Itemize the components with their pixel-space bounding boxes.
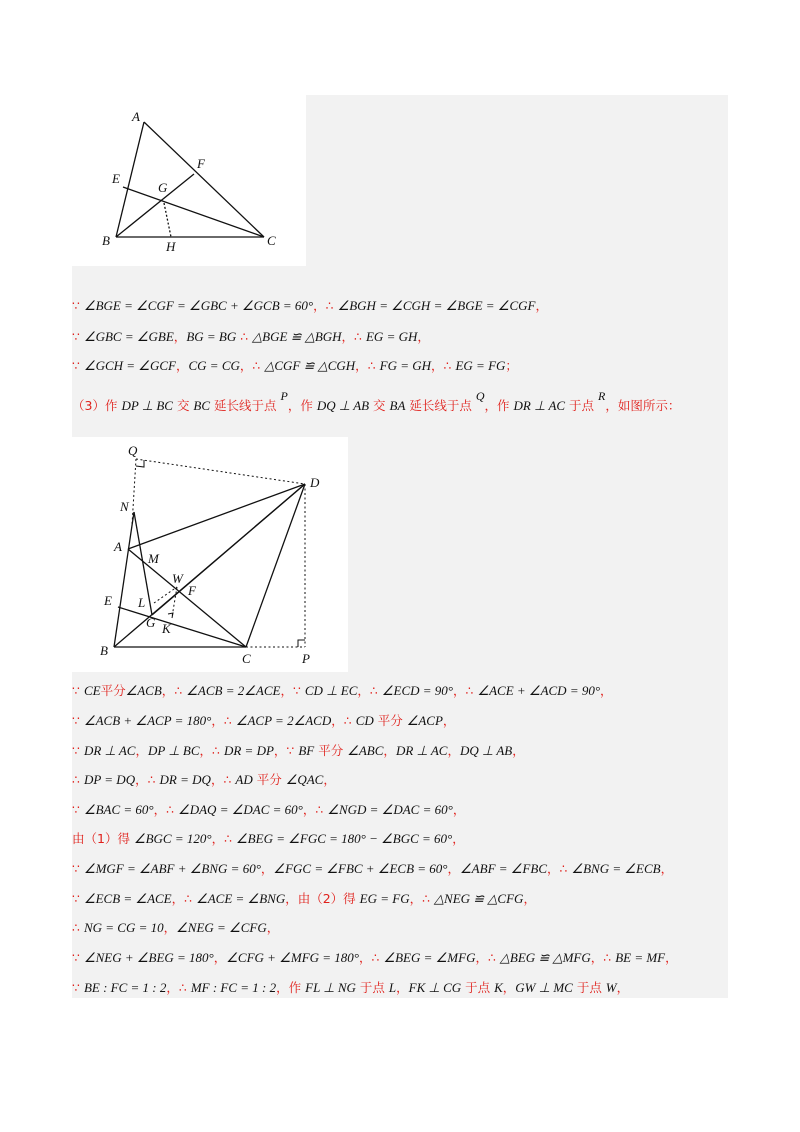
connector-text: ， xyxy=(239,358,253,373)
connector-text: ∴ xyxy=(184,891,197,906)
connector-text: ， xyxy=(665,950,678,965)
math-expression: ∠GBC = ∠GBE xyxy=(83,329,174,344)
right-angle-q xyxy=(136,460,144,467)
connector-text: ， xyxy=(359,950,372,965)
connector-text: ∵ xyxy=(292,683,305,698)
label-f: F xyxy=(197,156,205,171)
connector-text: ∵ xyxy=(286,743,299,758)
math-expression: CE xyxy=(83,683,101,698)
math-expression: ∠ACP xyxy=(406,713,443,728)
connector-text: ， xyxy=(447,743,460,758)
label-k: K xyxy=(162,621,171,636)
segment-gh xyxy=(164,203,171,237)
label-h: H xyxy=(166,239,176,254)
math-expression: ∠DAQ = ∠DAC = 60° xyxy=(178,802,303,817)
math-expression: ∠GCH = ∠GCF xyxy=(83,358,176,373)
connector-text: ∴ xyxy=(559,861,572,876)
connector-text: ，作 xyxy=(484,398,514,413)
segment-qd xyxy=(136,459,305,484)
connector-text: ，作 xyxy=(276,980,306,995)
connector-text: 于点 xyxy=(565,398,599,413)
label-a: A xyxy=(132,109,140,124)
math-expression: EG = FG xyxy=(455,358,506,373)
math-expression: ∠CFG + ∠MFG = 180° xyxy=(226,950,359,965)
math-expression: AD xyxy=(235,772,253,787)
math-expression: DP ⊥ BC xyxy=(147,743,200,758)
segment-ce xyxy=(123,187,264,237)
math-expression: CD ⊥ EC xyxy=(304,683,358,698)
connector-text: ， xyxy=(161,683,175,698)
connector-text: ，如图所示： xyxy=(605,398,681,413)
connector-text: ∴ xyxy=(178,980,191,995)
connector-text: ， xyxy=(153,802,167,817)
connector-text: ∴ xyxy=(147,772,160,787)
connector-text: ， xyxy=(323,772,336,787)
connector-text: ∴ xyxy=(223,713,236,728)
connector-text: ， xyxy=(447,861,461,876)
connector-text: ， xyxy=(512,743,525,758)
math-expression: EG = GH xyxy=(365,329,418,344)
math-expression: EG = FG xyxy=(359,891,410,906)
math-expression: △BEG ≌ △MFG xyxy=(499,950,591,965)
connector-text: ， xyxy=(135,772,148,787)
math-expression: DR = DP xyxy=(223,743,274,758)
connector-text: 由（1）得 xyxy=(72,831,134,846)
connector-text: 延长线于点 xyxy=(405,398,476,413)
segment-lf xyxy=(154,587,177,603)
connector-text: ， xyxy=(175,358,189,373)
connector-text: ∵ xyxy=(72,802,84,817)
math-expression: ∠ACP = 2∠ACD xyxy=(235,713,332,728)
label-p: P xyxy=(302,651,310,666)
connector-text: ， xyxy=(199,743,213,758)
math-expression: BE : FC = 1 : 2 xyxy=(83,980,167,995)
connector-text: ， xyxy=(331,713,344,728)
math-expression: ∠BEG = ∠FGC = 180° − ∠BGC = 60° xyxy=(236,831,453,846)
connector-text: ， xyxy=(452,683,466,698)
connector-text: ， xyxy=(535,298,548,313)
connector-text: （3）作 xyxy=(72,398,122,413)
math-expression: L xyxy=(388,980,397,995)
segment-ac xyxy=(128,549,246,647)
label-g: G xyxy=(146,615,156,630)
label-e: E xyxy=(104,593,112,608)
connector-text: ， xyxy=(616,980,630,995)
proof-line xyxy=(72,889,728,909)
connector-text: ∴ xyxy=(224,831,237,846)
connector-text: ， xyxy=(313,298,326,313)
connector-text: ， xyxy=(523,891,536,906)
label-f: F xyxy=(188,583,196,598)
connector-text: ，作 xyxy=(287,398,317,413)
segment-gd xyxy=(152,484,305,615)
math-expression: ∠NGD = ∠DAC = 60° xyxy=(327,802,453,817)
connector-text: ， xyxy=(210,772,224,787)
connector-text: ， xyxy=(452,831,465,846)
connector-text: ∴ xyxy=(166,802,179,817)
connector-text: ， xyxy=(171,891,185,906)
proof-line xyxy=(72,829,728,849)
proof-line xyxy=(72,681,728,701)
label-n: N xyxy=(120,499,129,514)
proof-line xyxy=(72,978,728,998)
connector-text: ， xyxy=(547,861,560,876)
math-expression: ∠BNG = ∠ECB xyxy=(571,861,661,876)
label-b: B xyxy=(102,233,110,248)
math-expression: CG = CG xyxy=(188,358,240,373)
math-expression: ∠BAC = 60° xyxy=(83,802,154,817)
connector-text: ， xyxy=(396,980,409,995)
math-expression: ∠NEG + ∠BEG = 180° xyxy=(83,950,214,965)
quadrilateral-figure-2 xyxy=(72,437,348,672)
math-expression: ∠ECD = 90° xyxy=(381,683,453,698)
connector-text: ， xyxy=(357,683,370,698)
connector-text: ∵ xyxy=(72,713,84,728)
connector-text: ， xyxy=(166,980,179,995)
figure-1-svg xyxy=(72,95,306,266)
connector-text: ，由（2）得 xyxy=(285,891,360,906)
math-expression: ∠BGE = ∠CGF = ∠GBC + ∠GCB = 60° xyxy=(83,298,314,313)
proof-line xyxy=(72,859,728,879)
connector-text: 交 xyxy=(172,398,194,413)
math-expression: ∠BEG = ∠MFG xyxy=(383,950,476,965)
math-expression: ∠FGC = ∠FBC + ∠ECB = 60° xyxy=(273,861,448,876)
connector-text: ， xyxy=(383,743,396,758)
connector-text: ∵ xyxy=(72,298,84,313)
math-expression: ∠ABF = ∠FBC xyxy=(460,861,547,876)
connector-text: 于点 xyxy=(355,980,389,995)
proof-line xyxy=(72,918,728,938)
proof-line xyxy=(72,948,728,968)
triangle-figure-1 xyxy=(72,95,306,266)
math-expression: BG = BG xyxy=(186,329,237,344)
connector-text: 交 xyxy=(369,398,390,413)
connector-text: ， xyxy=(417,329,430,344)
connector-text: ， xyxy=(266,920,280,935)
math-expression: DR ⊥ AC xyxy=(83,743,136,758)
right-angle-p xyxy=(298,640,305,647)
connector-text: 平分 xyxy=(373,713,407,728)
math-expression: ∠BGH = ∠CGH = ∠BGE = ∠CGF xyxy=(337,298,536,313)
proof-line xyxy=(72,296,728,316)
connector-text: ∴ xyxy=(325,298,338,313)
connector-text: ， xyxy=(211,713,224,728)
connector-text: ， xyxy=(442,713,456,728)
math-expression: BA xyxy=(389,398,406,413)
connector-text: ， xyxy=(213,950,227,965)
connector-text: ， xyxy=(135,743,148,758)
label-b: B xyxy=(100,643,108,658)
segment-ad xyxy=(128,484,305,549)
math-expression: W xyxy=(605,980,617,995)
figure-2-svg xyxy=(72,437,348,672)
math-expression: DQ ⊥ AB xyxy=(316,398,370,413)
math-expression: NG = CG = 10 xyxy=(83,920,164,935)
label-c: C xyxy=(267,233,276,248)
math-expression: BF xyxy=(298,743,315,758)
segment-bf xyxy=(116,174,194,237)
label-w: W xyxy=(172,571,183,586)
connector-text: ∴ xyxy=(369,683,382,698)
math-expression: GW ⊥ MC xyxy=(515,980,573,995)
connector-text: 延长线于点 xyxy=(210,398,281,413)
math-expression: ∠BGC = 120° xyxy=(133,831,212,846)
math-expression: ∠ACB + ∠ACP = 180° xyxy=(83,713,212,728)
connector-text: ∴ xyxy=(236,329,253,344)
math-expression: △NEG ≌ △CFG xyxy=(434,891,524,906)
connector-text: ， xyxy=(431,358,444,373)
connector-text: ∵ xyxy=(72,861,84,876)
point-label: Q xyxy=(475,389,485,403)
connector-text: ， xyxy=(355,358,368,373)
label-d: D xyxy=(310,475,320,490)
connector-text: ， xyxy=(452,802,466,817)
math-expression: ∠MGF = ∠ABF + ∠BNG = 60° xyxy=(83,861,261,876)
connector-text: ∴ xyxy=(174,683,187,698)
connector-text: ∵ xyxy=(72,950,84,965)
math-expression: △BGE ≌ △BGH xyxy=(252,329,342,344)
math-expression: DP ⊥ BC xyxy=(121,398,173,413)
connector-text: 平分 xyxy=(314,743,348,758)
connector-text: ∴ xyxy=(422,891,435,906)
connector-text: ∴ xyxy=(487,950,500,965)
connector-text: ∵ xyxy=(72,743,84,758)
proof-line xyxy=(72,770,728,790)
math-expression: FL ⊥ NG xyxy=(305,980,356,995)
connector-text: ∴ xyxy=(371,950,384,965)
math-expression: △CGF ≌ △CGH xyxy=(264,358,356,373)
connector-text: 于点 xyxy=(461,980,495,995)
proof-line xyxy=(72,327,728,347)
connector-text: ∴ xyxy=(443,358,456,373)
connector-text: ∴ xyxy=(603,950,616,965)
connector-text: ， xyxy=(341,329,355,344)
segment-ab xyxy=(116,122,144,237)
proof-line xyxy=(72,741,728,761)
connector-text: ∵ xyxy=(72,891,84,906)
math-expression: ∠ACE = ∠BNG xyxy=(196,891,286,906)
connector-text: ， xyxy=(502,980,516,995)
math-expression: BE = MF xyxy=(615,950,666,965)
proof-line xyxy=(72,711,728,731)
connector-text: ∴ xyxy=(343,713,356,728)
label-e: E xyxy=(112,171,120,186)
connector-text: ∵ xyxy=(72,980,84,995)
math-expression: BC xyxy=(193,398,211,413)
connector-text: ∵ xyxy=(72,683,84,698)
math-expression: ∠ACE + ∠ACD = 90° xyxy=(477,683,601,698)
label-a: A xyxy=(114,539,122,554)
connector-text: ∴ xyxy=(354,329,366,344)
connector-text: ∴ xyxy=(223,772,236,787)
math-expression: DR ⊥ AC xyxy=(395,743,448,758)
connector-text: ， xyxy=(600,683,613,698)
connector-text: ∵ xyxy=(72,329,84,344)
connector-text: ， xyxy=(590,950,604,965)
label-q: Q xyxy=(128,443,138,458)
math-expression: ∠QAC xyxy=(285,772,324,787)
connector-text: ∵ xyxy=(72,358,84,373)
connector-text: ∴ xyxy=(212,743,224,758)
connector-text: ， xyxy=(409,891,423,906)
label-c: C xyxy=(242,651,251,666)
connector-text: 平分 xyxy=(100,683,126,698)
math-expression: ∠ECB = ∠ACE xyxy=(83,891,172,906)
connector-text: ， xyxy=(260,861,274,876)
connector-text: ， xyxy=(660,861,674,876)
math-expression: ∠NEG = ∠CFG xyxy=(176,920,267,935)
connector-text: ∴ xyxy=(72,920,84,935)
connector-text: ∴ xyxy=(252,358,265,373)
math-expression: CD xyxy=(355,713,374,728)
connector-text: ， xyxy=(173,329,187,344)
connector-text: ， xyxy=(280,683,293,698)
connector-text: ∴ xyxy=(315,802,328,817)
math-expression: FK ⊥ CG xyxy=(408,980,462,995)
point-label: P xyxy=(280,389,288,403)
connector-text: ， xyxy=(302,802,316,817)
math-expression: DR = DQ xyxy=(159,772,211,787)
math-expression: ∠ABC xyxy=(347,743,384,758)
connector-text: ， xyxy=(475,950,488,965)
point-label: R xyxy=(598,389,606,403)
math-expression: DP = DQ xyxy=(83,772,136,787)
segment-nb xyxy=(114,512,134,647)
proof-line xyxy=(72,356,728,376)
math-expression: ∠ACB = 2∠ACE xyxy=(186,683,281,698)
math-expression: MF : FC = 1 : 2 xyxy=(190,980,277,995)
label-g: G xyxy=(158,180,168,195)
connector-text: ∴ xyxy=(72,772,84,787)
math-expression: DR ⊥ AC xyxy=(513,398,566,413)
math-expression: K xyxy=(494,980,503,995)
connector-text: 平分 xyxy=(252,772,286,787)
proof-line xyxy=(72,800,728,820)
label-m: M xyxy=(148,551,159,566)
connector-text: ； xyxy=(505,358,518,373)
connector-text: ， xyxy=(163,920,177,935)
math-expression: ∠ACB xyxy=(125,683,162,698)
connector-text: ， xyxy=(211,831,225,846)
math-expression: FG = GH xyxy=(379,358,432,373)
part3-intro-line xyxy=(72,389,728,416)
label-l: L xyxy=(138,595,146,610)
segment-fk xyxy=(172,587,177,617)
connector-text: ， xyxy=(273,743,287,758)
connector-text: 于点 xyxy=(572,980,606,995)
connector-text: ∴ xyxy=(465,683,478,698)
connector-text: ∴ xyxy=(367,358,380,373)
math-expression: DQ ⊥ AB xyxy=(459,743,513,758)
